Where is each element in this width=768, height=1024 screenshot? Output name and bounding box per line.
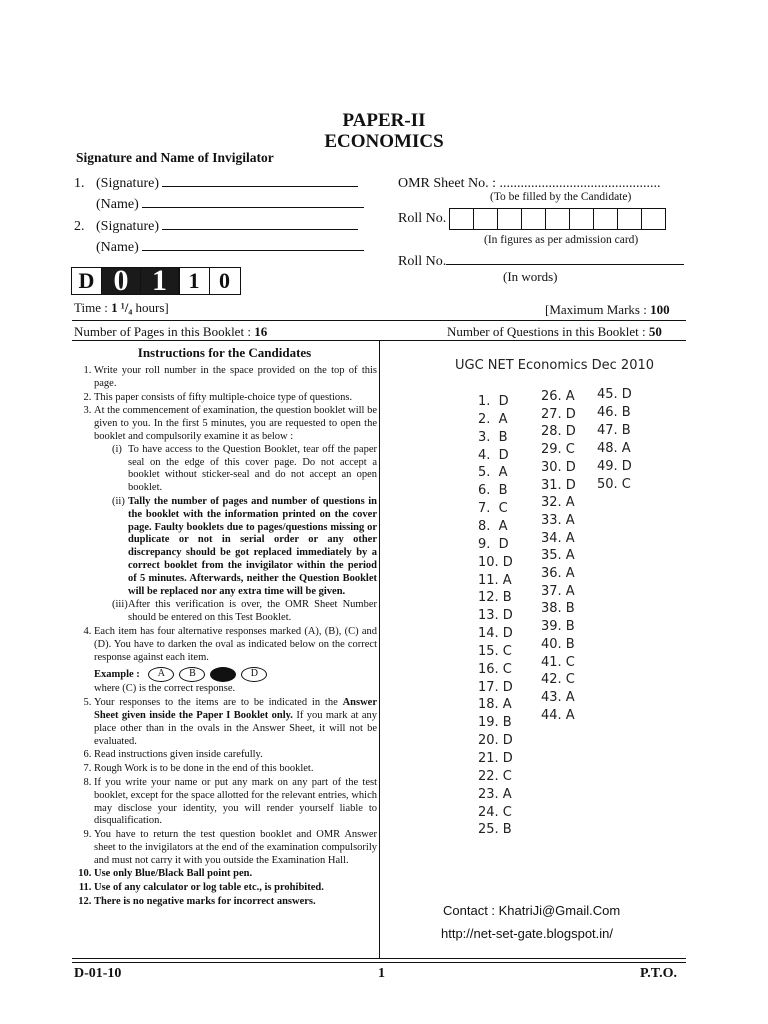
answer-entry: 47. B [597,423,631,438]
code-char: D [71,267,103,295]
roll-words-note: (In words) [503,269,558,284]
roll-box[interactable] [545,208,570,230]
answer-entry: 31. D [541,477,576,493]
answer-entry: 28. D [541,424,576,440]
answer-entry: 18. A [478,697,512,713]
answer-entry: 20. D [478,733,513,749]
answer-entry: 30. D [541,459,576,475]
oval-a: A [148,667,174,682]
answer-entry: 15. C [478,643,512,659]
answer-entry: 5. A [478,465,508,481]
subject-title: ECONOMICS [324,131,444,152]
answer-entry: 45. D [597,387,632,402]
roll-number-note: (In figures as per admission card) [484,234,639,246]
answer-entry: 42. C [541,672,575,688]
omr-sheet-label[interactable]: OMR Sheet No. : .............................................. [398,176,661,191]
answer-entry: 50. C [597,477,631,492]
answer-entry: 35. A [541,548,575,564]
instructions-title: Instructions for the Candidates [137,345,312,360]
divider [72,320,686,321]
instruction-item: 10. Use only Blue/Black Ball point pen. [94,868,377,881]
answer-entry: 1. D [478,394,509,409]
roll-box[interactable] [497,208,522,230]
answer-entry: 22. C [478,768,512,784]
paper-label: PAPER-II [342,110,426,131]
oval-d: D [241,667,267,682]
pto-label: P.T.O. [640,966,677,981]
answer-entry: 24. C [478,804,512,820]
answer-entry: 48. A [597,441,631,456]
code-char-highlight: 0 [101,267,141,295]
pages-count: Number of Pages in this Booklet : 16 [74,324,268,339]
answer-entry: 34. A [541,530,575,546]
roll-box[interactable] [641,208,666,230]
answer-entry: 29. C [541,442,575,458]
page-number: 1 [378,966,385,981]
roll-box[interactable] [593,208,618,230]
answer-entry: 23. A [478,786,512,802]
answer-entry: 10. D [478,554,513,570]
answer-entry: 21. D [478,751,513,766]
invigilator-row-1: 1. (Signature) [74,174,358,192]
answer-entry: 49. D [597,459,632,474]
questions-count: Number of Questions in this Booklet : 50 [447,324,662,339]
roll-box[interactable] [617,208,642,230]
instruction-item: 2. This paper consists of fifty multiple-choice type of questions. [94,392,377,405]
invigilator-row-3: 2. (Signature) [74,217,358,235]
answer-entry: 2. A [478,411,508,427]
max-marks: [Maximum Marks : 100 [545,302,670,317]
answer-entry: 13. D [478,608,513,624]
footer-code: D-01-10 [74,966,122,981]
answer-entry: 39. B [541,619,575,635]
instruction-item: 8. If you write your name or put any mark on any part of the test booklet, except for the space allotted for the relevant entries, which may disclose your identity, you will render yourself liable to disqualification. [94,777,377,828]
answer-entry: 40. B [541,636,575,652]
name-2-line[interactable] [142,238,364,251]
answer-entry: 37. A [541,583,575,599]
instruction-item: 5. Your responses to the items are to be indicated in the Answer Sheet given inside the Paper I Booklet only. If you mark at any place other than in the ovals in the Answer Sheet, it will not be evaluated. [94,697,377,748]
footer-divider [72,962,686,963]
answer-entry: 41. C [541,654,575,670]
answer-entry: 19. B [478,715,512,731]
roll-box[interactable] [569,208,594,230]
answer-key-title: UGC NET Economics Dec 2010 [455,358,655,373]
instruction-item: 3. At the commencement of examination, the question booklet will be given to you. In the first 5 minutes, you are requested to open the booklet and compulsorily examine it as below : (i) To have access to the Question Booklet, tear off the paper seal on the edge of this cover page. Do not accept a booklet without sticker-seal and do not accept an open booklet. (ii) Tally the number of pages and number of questions in the booklet with the information printed on the cover page. Faulty booklets due to pages/questions missing or duplicate or not in serial order or any other discrepancy should be got replaced immediately by a correct booklet from the invigilator within the period of 5 minutes. Afterwards, neither the Question Booklet will be replaced nor any extra time will be given. (iii)After this verification is over, the OMR Sheet Number should be entered on this Test Booklet. [94,405,377,625]
answer-entry: 27. D [541,406,576,422]
signature-1-line[interactable] [162,174,358,187]
roll-box[interactable] [473,208,498,230]
oval-b: B [179,667,205,682]
example-ovals [148,667,267,682]
answer-entry: 9. D [478,536,509,552]
answer-entry: 46. B [597,405,631,420]
answer-entry: 44. A [541,707,575,723]
instruction-subitem: (iii)After this verification is over, the OMR Sheet Number should be entered on this Test Booklet. [112,599,377,624]
invigilator-heading: Signature and Name of Invigilator [76,150,274,165]
instruction-item: 11. Use of any calculator or log table etc., is prohibited. [94,882,377,895]
answer-entry: 14. D [478,626,513,642]
answer-entry: 38. B [541,601,575,617]
answer-entry: 43. A [541,689,575,705]
answer-entry: 7. C [478,501,508,517]
answer-entry: 3. B [478,429,508,445]
instruction-item: 9. You have to return the test question booklet and OMR Answer sheet to the invigilators at the end of the examination compulsorily and must not carry it with you outside the Examination Hall. [94,829,377,867]
answer-entry: 11. A [478,572,512,588]
roll-number-boxes: Roll No. [398,208,666,230]
instruction-subitem: (ii) Tally the number of pages and number of questions in the booklet with the information printed on the cover page. Faulty booklets due to pages/questions missing or duplicate or not in serial order or any other discrepancy should be got replaced immediately by a correct booklet from the invigilator within the period of 5 minutes. Afterwards, neither the Question Booklet will be replaced nor any extra time will be given. [112,495,377,597]
instructions-list [72,365,377,910]
invigilator-row-4: (Name) [74,238,364,256]
instruction-item: 6. Read instructions given inside carefully. [94,749,377,762]
answer-entry: 17. D [478,679,513,695]
roll-words-line[interactable] [446,252,684,265]
example-row: Example : A B D [94,667,377,682]
answer-entry: 26. A [541,389,575,404]
code-char-highlight: 1 [140,267,180,295]
instruction-item: 7. Rough Work is to be done in the end of this booklet. [94,763,377,776]
name-1-line[interactable] [142,195,364,208]
oval-c-filled [210,667,236,682]
roll-words-field: Roll No. [398,252,684,270]
instruction-item: 12. There is no negative marks for incorrect answers. [94,896,377,909]
answer-entry: 32. A [541,495,575,511]
signature-2-line[interactable] [162,217,358,230]
contact-url[interactable]: http://net-set-gate.blogspot.in/ [441,926,613,941]
roll-box[interactable] [449,208,474,230]
answer-entry: 16. C [478,661,512,677]
answer-entry: 6. B [478,483,508,499]
booklet-code [72,264,241,297]
instruction-subitem: (i) To have access to the Question Booklet, tear off the paper seal on the edge of this cover page. Do not accept a booklet without sticker-seal and do not accept an open booklet. [112,443,377,494]
time-info: Time : 1 ¹/₄ hours] [74,300,169,315]
instruction-item: 4. Each item has four alternative responses marked (A), (B), (C) and (D). You have to darken the oval as indicated below on the correct response against each item. Example : A B D where (C) is the correct response. [94,626,377,696]
roll-box[interactable] [521,208,546,230]
footer-divider [72,958,686,959]
column-divider [379,340,380,958]
answer-entry: 36. A [541,566,575,581]
answer-entry: 33. A [541,512,575,528]
code-char: 0 [209,267,241,295]
answer-entry: 25. B [478,822,512,838]
invigilator-row-2: (Name) [74,195,364,213]
answer-entry: 4. D [478,447,509,463]
omr-sheet-note: (To be filled by the Candidate) [490,191,632,203]
contact-email: Contact : KhatriJi@Gmail.Com [443,903,621,918]
answer-entry: 8. A [478,518,508,534]
answer-entry: 12. B [478,590,512,606]
instruction-item: 1. Write your roll number in the space provided on the top of this page. [94,365,377,391]
code-char: 1 [178,267,210,295]
